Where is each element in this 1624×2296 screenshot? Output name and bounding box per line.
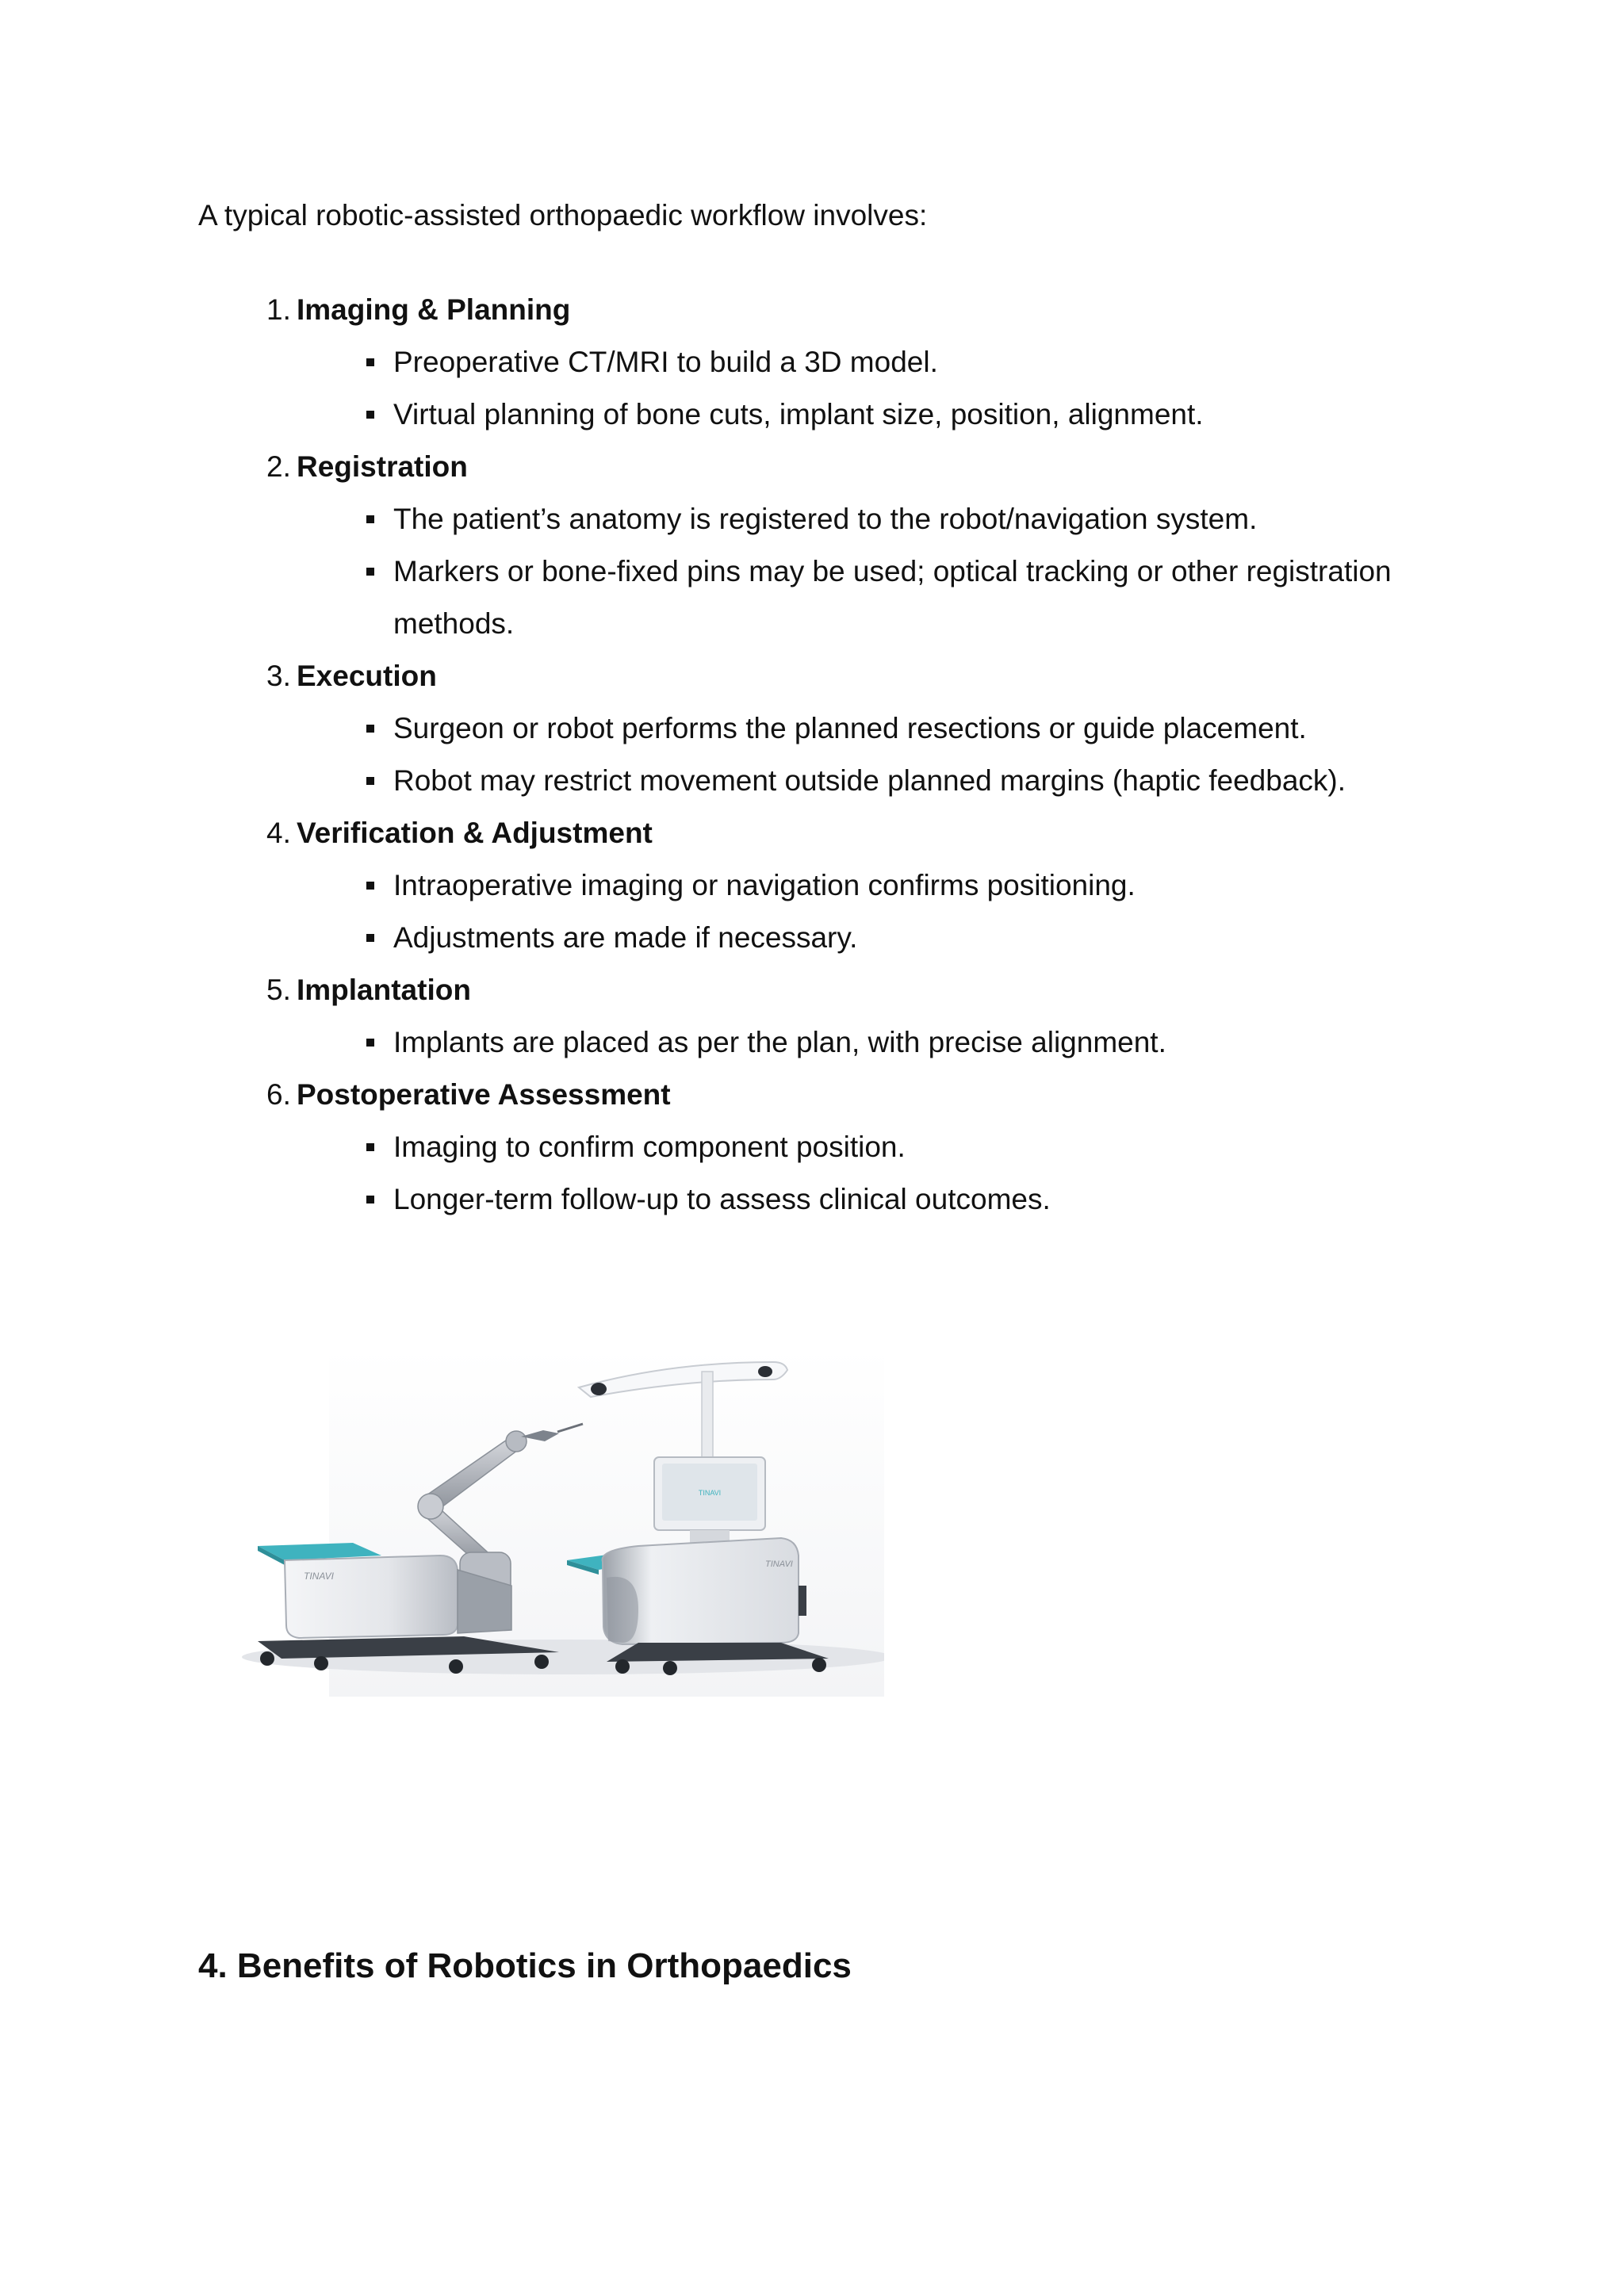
step-details-list — [266, 336, 1503, 441]
caster-wheel-icon — [534, 1655, 549, 1669]
square-bullet-icon — [366, 1039, 374, 1047]
step-number: 6. — [266, 1078, 291, 1111]
step-number: 1. — [266, 293, 291, 326]
cart-handle — [799, 1586, 806, 1616]
camera-lens-icon — [591, 1383, 607, 1395]
step-number: 3. — [266, 660, 291, 692]
workflow-step — [266, 441, 1503, 650]
surgical-robot-image — [226, 1348, 884, 1697]
list-item: Markers or bone-fixed pins may be used; optical tracking or other registration methods. — [366, 545, 1448, 650]
camera-lens-icon — [758, 1366, 772, 1377]
step-details-list — [266, 1016, 1503, 1069]
caster-wheel-icon — [663, 1661, 677, 1675]
step-title: Execution — [297, 660, 437, 692]
workflow-step — [266, 964, 1503, 1069]
square-bullet-icon — [366, 358, 374, 366]
camera-mast — [702, 1372, 713, 1463]
workflow-step — [266, 284, 1503, 441]
caster-wheel-icon — [812, 1658, 826, 1672]
list-item: Surgeon or robot performs the planned resections or guide placement. — [366, 702, 1448, 755]
workflow-steps-list — [266, 284, 1503, 1226]
step-number: 2. — [266, 450, 291, 483]
square-bullet-icon — [366, 1196, 374, 1203]
step-details-list — [266, 1121, 1503, 1226]
cart-side-panel — [607, 1577, 638, 1643]
step-title: Registration — [297, 450, 468, 483]
square-bullet-icon — [366, 777, 374, 785]
step-title: Implantation — [297, 974, 471, 1006]
cart-logo: TINAVI — [765, 1559, 793, 1569]
list-item: Longer-term follow-up to assess clinical outcomes. — [366, 1173, 1448, 1226]
square-bullet-icon — [366, 725, 374, 733]
workflow-step — [266, 650, 1503, 807]
square-bullet-icon — [366, 568, 374, 576]
section-heading: 4. Benefits of Robotics in Orthopaedics — [198, 1946, 852, 1985]
list-item: Preoperative CT/MRI to build a 3D model. — [366, 336, 1448, 388]
step-details-list — [266, 702, 1503, 807]
step-details-list — [266, 859, 1503, 964]
square-bullet-icon — [366, 515, 374, 523]
caster-wheel-icon — [615, 1659, 630, 1674]
list-item: Adjustments are made if necessary. — [366, 912, 1448, 964]
monitor-logo: TINAVI — [698, 1489, 722, 1497]
step-title: Verification & Adjustment — [297, 817, 653, 849]
step-number: 4. — [266, 817, 291, 849]
step-details-list — [266, 493, 1503, 650]
square-bullet-icon — [366, 882, 374, 890]
list-item: Imaging to confirm component position. — [366, 1121, 1448, 1173]
intro-paragraph: A typical robotic-assisted orthopaedic workflow involves: — [198, 199, 928, 232]
robot-base-body — [285, 1556, 458, 1638]
list-item: Implants are placed as per the plan, with precise alignment. — [366, 1016, 1448, 1069]
square-bullet-icon — [366, 411, 374, 419]
robot-arm-joint — [418, 1494, 443, 1519]
list-item: Virtual planning of bone cuts, implant size, position, alignment. — [366, 388, 1448, 441]
square-bullet-icon — [366, 934, 374, 942]
step-number: 5. — [266, 974, 291, 1006]
square-bullet-icon — [366, 1143, 374, 1151]
step-title: Postoperative Assessment — [297, 1078, 671, 1111]
robot-arm-joint — [506, 1431, 527, 1452]
robot-logo: TINAVI — [304, 1571, 335, 1582]
list-item: The patient’s anatomy is registered to the robot/navigation system. — [366, 493, 1448, 545]
caster-wheel-icon — [314, 1656, 328, 1670]
list-item: Robot may restrict movement outside planned margins (haptic feedback). — [366, 755, 1448, 807]
workflow-step — [266, 1069, 1503, 1226]
caster-wheel-icon — [260, 1651, 274, 1666]
workflow-step — [266, 807, 1503, 964]
step-title: Imaging & Planning — [297, 293, 571, 326]
caster-wheel-icon — [449, 1659, 463, 1674]
list-item: Intraoperative imaging or navigation confirms positioning. — [366, 859, 1448, 912]
